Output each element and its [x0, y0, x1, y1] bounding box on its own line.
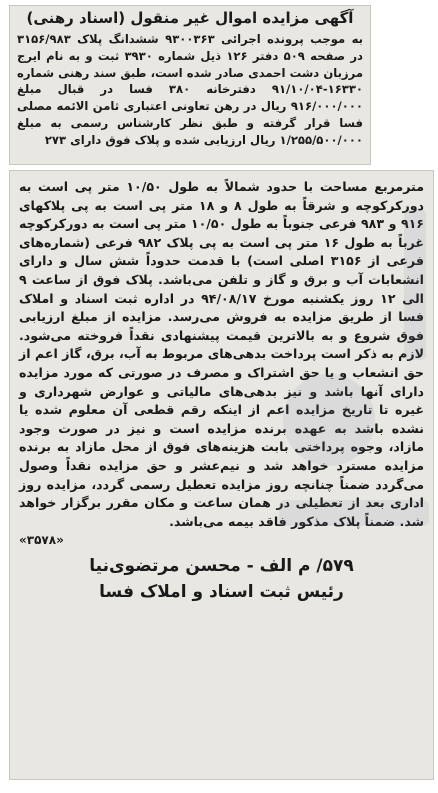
notice-clipping-bottom	[9, 170, 434, 780]
notice-body-part2: مترمربع مساحت با حدود شمالاً به طول ۱۰/۵۰ متر پی است به دورکرکوچه و شرقاً به طول ۸ و ۱۸ متر پی است به پی پلاکهای ۹۱۶ و ۹۸۳ فرعی جنوباً به طول ۱۰/۵۰ متر پی است به دورکرکوچه غرباً به طول ۱۶ متر پی است به پی پلاک ۹۸۲ فرعی (شماره‌های فرعی از ۳۱۵۶ اصلی است) با قدمت حدوداً شش سال و دارای انشعابات آب و برق و گاز و تلفن می‌باشد. پلاک فوق از ساعت ۹ الی ۱۲ روز یکشنبه مورخ ۹۴/۰۸/۱۷ در اداره ثبت اسناد و املاک فسا از طریق مزایده به فروش می‌رسد. مزایده از مبلغ ارزیابی فوق شروع و به بالاترین قیمت پیشنهادی نقداً فروخته می‌شود. لازم به ذکر است پرداخت بدهی‌های مربوط به آب، برق، گاز اعم از حق انشعاب و یا حق اشتراک و مصرف در صورتی که مورد مزایده دارای آنها باشد و نیز بدهی‌های مالیاتی و عوارض شهرداری و غیره تا تاریخ مزایده اعم از اینکه رقم قطعی آن معلوم شده یا نشده باشد به عهده برنده مزایده است و نیز در صورت وجود مازاد، وجوه پرداختی بابت هزینه‌های فوق از محل مازاد به برنده مزایده مسترد خواهد شد و نیم‌عشر و حق مزایده نقداً وصول می‌گردد ضمناً چنانچه روز مزایده تعطیل رسمی گردد، مزایده روز اداری بعد از تعطیلی در همان ساعت و مکان مقرر برگزار خواهد شد. ضمناً پلاک مذکور فاقد بیمه می‌باشد.	[19, 179, 424, 529]
signature-name: ۵۷۹/ م الف - محسن مرتضوی‌نیا	[89, 556, 354, 577]
notice-code: «۳۵۷۸»	[19, 533, 64, 548]
signature-title: رئیس ثبت اسناد و املاک فسا	[99, 582, 344, 603]
notice-title: آگهی مزایده اموال غیر منقول (اسناد رهنی)	[26, 9, 354, 27]
notice-body-part1: به موجب پرونده اجرائی ۹۳۰۰۳۶۳ ششدانگ پلاک ۳۱۵۶/۹۸۳ در صفحه ۵۰۹ دفتر ۱۲۶ ذیل شماره ۳۹۳۰ ثبت و به نام ایرج مرزبان دشت احمدی صادر شده است، طبق سند رهنی شماره ۱۶۳۳۰-۹۱/۱۰/۰۴ دفترخانه ۳۸۰ فسا در قبال مبلغ ۹۱۶/۰۰۰/۰۰۰ ریال در رهن تعاونی اعتباری ثامن الائمه مصلی فسا قرار گرفته و طبق نظر کارشناس رسمی به مبلغ ۱/۲۵۵/۵۰۰/۰۰۰ ریال ارزیابی شده و پلاک فوق دارای ۲۷۳	[17, 32, 364, 147]
notice-clipping-top	[9, 5, 371, 165]
signature-block	[19, 553, 424, 605]
